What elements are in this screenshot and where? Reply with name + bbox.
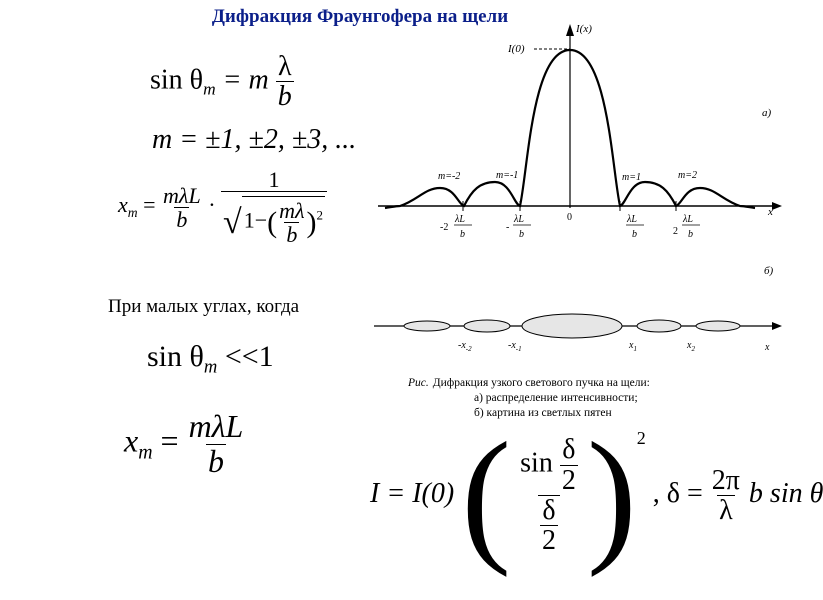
y-axis-label: I(x): [576, 23, 592, 35]
spot-label-plus-2: $x_2$: [687, 340, 695, 353]
formula-xm-approx: $x_m$ = $\frac{\text{mλL}}{b}$: [124, 408, 244, 479]
formula-intensity: I = I(0) ( sin $\frac{\delta}{2}$ $\frac{\delta}{2}$ )$^2$ , δ = $\frac{2\pi}{\lambda}$ b sin θ: [370, 412, 823, 578]
x-axis-arrow-a: [772, 202, 782, 210]
fraction-2pi-lambda: $\frac{2\pi}{\lambda}$: [711, 464, 740, 526]
svg-text:b: b: [519, 229, 524, 240]
order-label-m-2: m=-2: [438, 171, 461, 182]
tick-minus-1: [506, 201, 531, 240]
x-axis-arrow-b: [772, 322, 782, 330]
formula-m-values: m = ±1, ±2, ±3, ...: [152, 124, 357, 155]
figure-caption-title: Рис. Дифракция узкого светового пучка на щели:: [408, 377, 650, 389]
bright-spot-plus-2: [696, 321, 740, 331]
figure-caption-b: б) картина из светлых пятен: [474, 407, 612, 419]
y-axis-arrow: [566, 24, 574, 36]
spot-label-plus-1: $x_1$: [629, 340, 637, 353]
svg-text:-: -: [506, 222, 510, 233]
order-label-m2: m=2: [678, 170, 697, 181]
fraction-sin-delta: sin $\frac{\delta}{2}$ $\frac{\delta}{2}$: [520, 434, 576, 557]
svg-text:λL: λL: [683, 214, 693, 225]
formula-sin-theta: $\sin \theta_m = m$ $\frac{\lambda}{b}$: [150, 51, 292, 113]
svg-text:-2: -2: [440, 222, 449, 233]
bright-spot-plus-1: [637, 320, 681, 332]
bright-spot-minus-1: [464, 320, 510, 332]
panel-b-label: б): [764, 265, 774, 277]
slide-title: Дифракция Фраунгофера на щели: [211, 6, 509, 27]
spot-label-minus-1: $-x_{-1}$: [508, 340, 522, 353]
svg-text:2: 2: [673, 226, 678, 237]
fraction-lambda-b: $\frac{\lambda}{b}$: [277, 51, 292, 113]
small-angle-note: При малых углах, когда: [108, 296, 300, 317]
tick-plus-2: [673, 201, 700, 240]
peak-label: I(0): [508, 43, 525, 55]
svg-text:b: b: [632, 229, 637, 240]
svg-text:0: 0: [567, 212, 572, 223]
svg-text:b: b: [688, 229, 693, 240]
panel-a-label: а): [762, 107, 772, 119]
svg-text:λL: λL: [455, 214, 465, 225]
bright-spot-minus-2: [404, 321, 450, 331]
tick-minus-2: [440, 201, 472, 240]
x-axis-label-b: x: [765, 342, 770, 353]
fraction-mlambdaL-b-large: $\frac{\text{mλL}}{b}$: [188, 408, 244, 479]
tick-plus-1: [620, 201, 644, 240]
order-label-m1: m=1: [622, 172, 641, 183]
figure-caption-a: а) распределение интенсивности;: [474, 392, 638, 404]
spot-label-minus-2: $-x_{-2}$: [458, 340, 472, 353]
x-axis-label-a: x: [768, 206, 773, 218]
svg-text:λL: λL: [627, 214, 637, 225]
fraction-one-over-root: 1 √1−( $\frac{m\lambda}{b}$ )$^2$: [221, 168, 327, 246]
tick-zero: [567, 212, 572, 223]
order-label-m-1: m=-1: [496, 170, 519, 181]
formula-xm-exact: $x_m$ = $\frac{\text{mλL}}{b}$ · 1 √1−( $\frac{m\lambda}{b}$ )$^2$: [118, 168, 327, 246]
central-bright-spot: [522, 314, 622, 338]
formula-small-angle: $\sin \theta_m <<1$: [147, 340, 274, 378]
svg-text:b: b: [460, 229, 465, 240]
svg-text:λL: λL: [514, 214, 524, 225]
fraction-mlambdaL-b: $\frac{\text{mλL}}{b}$: [163, 182, 201, 232]
